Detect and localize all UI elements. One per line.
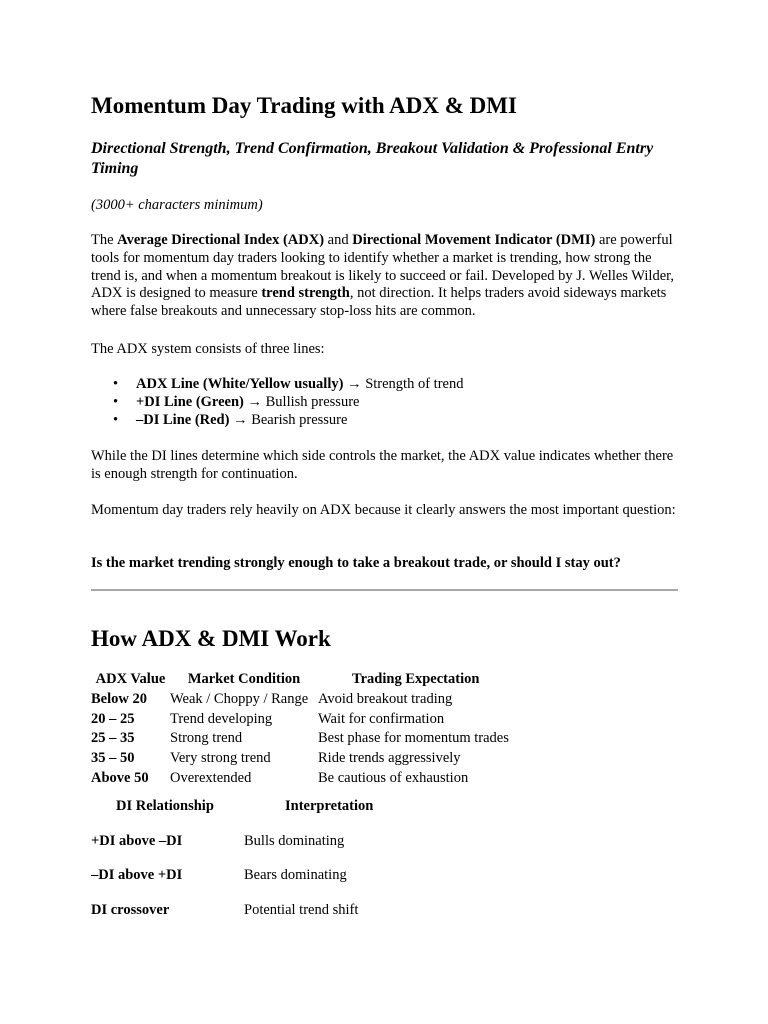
intro-text-2: and (324, 232, 353, 248)
list-item (91, 376, 463, 394)
list-item (91, 394, 463, 412)
table-row (91, 690, 572, 710)
reliance-paragraph: Momentum day traders rely heavily on ADX because it clearly answers the most important question: (91, 502, 676, 518)
adx-value-table (91, 670, 572, 789)
interpretation-cell: Bears dominating (244, 867, 347, 883)
table-cell: Very strong trend (170, 750, 271, 767)
list-item-desc: Strength of trend (365, 376, 464, 392)
bullet-icon: • (113, 393, 119, 410)
table-row (91, 833, 344, 850)
intro-paragraph (91, 232, 681, 321)
di-relationship-header: DI Relationship (116, 798, 214, 814)
table-row (91, 749, 572, 769)
table-cell: Avoid breakout trading (318, 690, 453, 707)
column-header: ADX Value (95, 671, 166, 687)
list-item-label: –DI Line (Red) (136, 411, 230, 428)
list-item (91, 412, 463, 430)
length-note: (3000+ characters minimum) (91, 197, 263, 213)
intro-dmi-term: Directional Movement Indicator (DMI) (352, 232, 596, 248)
arrow-right-icon: → (247, 393, 262, 410)
table-cell: Overextended (170, 769, 252, 786)
table-cell: Trend developing (170, 710, 273, 727)
list-item-desc: Bullish pressure (265, 393, 360, 410)
document-title: Momentum Day Trading with ADX & DMI (91, 93, 517, 118)
table-row (91, 769, 572, 789)
column-header: Trading Expectation (352, 671, 480, 687)
table-cell: Above 50 (91, 769, 149, 786)
document-subtitle: Directional Strength, Trend Confirmation, Breakout Validation & Professional Entry Timing (91, 140, 654, 177)
bullet-icon: • (113, 411, 119, 428)
arrow-right-icon: → (347, 376, 362, 392)
di-relationship-cell: DI crossover (91, 902, 170, 918)
table-cell: Strong trend (170, 730, 243, 747)
table-cell: Below 20 (91, 690, 147, 707)
table-header-row (91, 670, 572, 690)
intro-text-4: , not direction. It helps traders avoid sideways markets where false breakouts and unnecessary stop-loss hits are common. (91, 285, 667, 320)
list-item-label: +DI Line (Green) (136, 393, 244, 410)
column-header: Market Condition (187, 671, 301, 687)
table-cell: 25 – 35 (91, 730, 135, 747)
table-cell: Ride trends aggressively (318, 750, 461, 767)
table-row (91, 867, 347, 884)
interpretation-cell: Potential trend shift (244, 902, 359, 918)
interpretation-cell: Bulls dominating (244, 833, 345, 849)
table-cell: Best phase for momentum trades (318, 730, 509, 747)
interpretation-header: Interpretation (285, 798, 374, 814)
intro-text-3: are powerful tools for momentum day traders looking to identify whether a market is trending, how strong the trend is, and when a momentum breakout is likely to succeed or fail. Developed by J. Welles Wilder, ADX is designed to measure (91, 232, 675, 302)
intro-text-1: The (91, 232, 118, 248)
adx-lines-list (91, 376, 463, 429)
table-cell: Weak / Choppy / Range (170, 690, 309, 707)
table-cell: 35 – 50 (91, 750, 135, 767)
key-question: Is the market trending strongly enough to take a breakout trade, or should I stay out? (91, 555, 621, 571)
di-lines-paragraph: While the DI lines determine which side controls the market, the ADX value indicates whether there is enough strength for continuation. (91, 448, 674, 482)
table-row (91, 729, 572, 749)
table-cell: 20 – 25 (91, 710, 135, 727)
section-title: How ADX & DMI Work (91, 626, 331, 651)
table-cell: Be cautious of exhaustion (318, 769, 469, 786)
arrow-right-icon: → (233, 411, 248, 428)
di-relationship-cell: +DI above –DI (91, 833, 183, 849)
section-divider (91, 589, 678, 591)
di-relationship-cell: –DI above +DI (91, 867, 183, 883)
table-row (91, 710, 572, 730)
table-row (91, 902, 358, 919)
intro-adx-term: Average Directional Index (ADX) (117, 232, 325, 248)
bullet-icon: • (113, 376, 119, 392)
intro-trend-strength-term: trend strength (261, 285, 350, 302)
lines-intro-paragraph: The ADX system consists of three lines: (91, 341, 325, 357)
list-item-desc: Bearish pressure (251, 411, 348, 428)
list-item-label: ADX Line (White/Yellow usually) (136, 376, 344, 392)
table-cell: Wait for confirmation (318, 710, 445, 727)
